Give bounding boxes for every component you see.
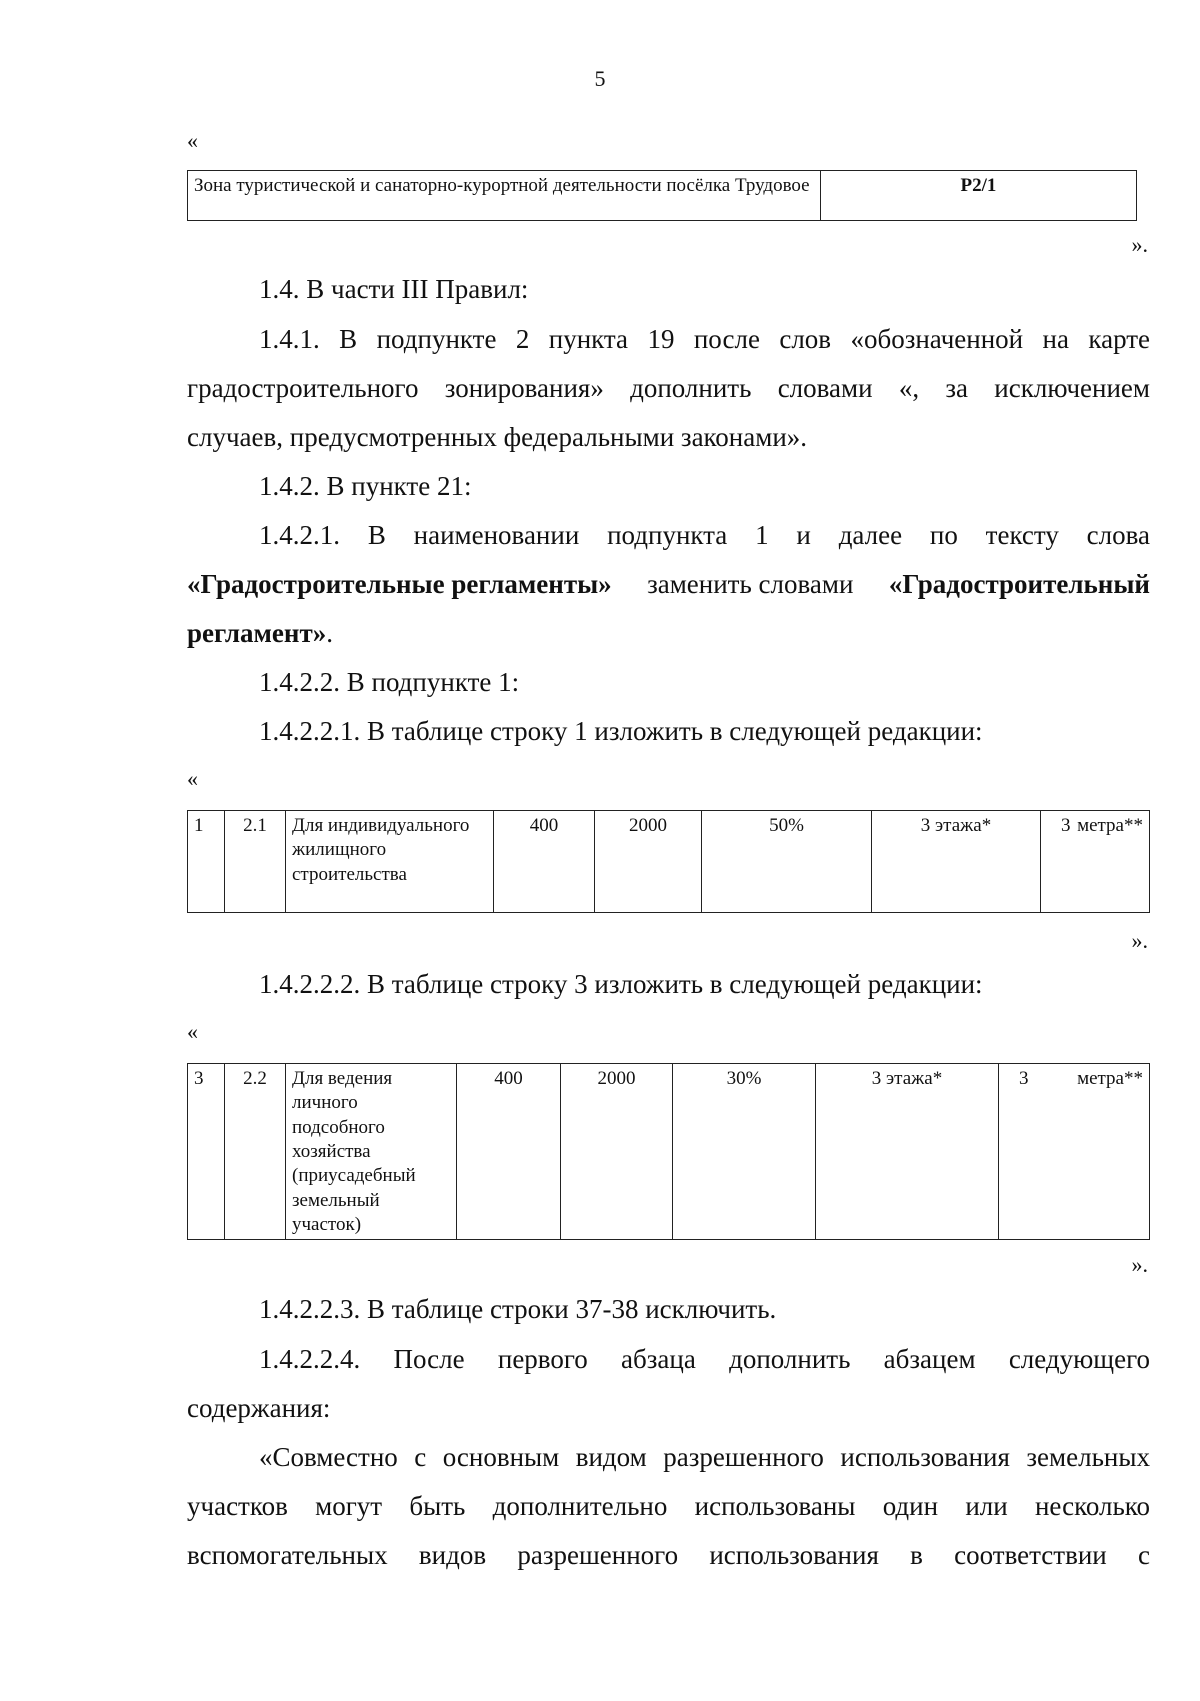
zone-code-cell [821,171,1137,221]
paragraph-1-4-2-2-3: 1.4.2.2.3. В таблице строки 37-38 исключить. [259,1294,777,1324]
use-name-cell: Для индивидуального жилищного строительства [286,811,494,913]
plain-text: заменить словами [640,569,861,599]
max-area-cell: 2000 [595,811,702,913]
quote-close-mark: ». [1131,928,1148,953]
quote-close-mark: ». [1131,232,1148,257]
zone-code: Р2/1 [960,175,997,196]
quote-open-mark: « [187,128,198,153]
paragraph-1-4-2-2-1: 1.4.2.2.1. В таблице строку 1 изложить в следующей редакции: [259,716,983,746]
paragraph-1-4-2-2-2: 1.4.2.2.2. В таблице строку 3 изложить в следующей редакции: [259,969,983,999]
quoted-paragraph-line2: участков могут быть дополнительно использованы один или несколько [187,1491,1150,1521]
row-number: 3 [188,1064,225,1240]
paragraph-1-4-1-line1: 1.4.1. В подпункте 2 пункта 19 после слов «обозначенной на карте [259,324,1150,354]
setback-cell [999,1064,1150,1240]
setback-number: 3 [1061,815,1071,836]
max-area-cell: 2000 [561,1064,673,1240]
zone-name-cell [188,171,821,221]
percent-cell: 50% [702,811,872,913]
percent-cell: 30% [673,1064,816,1240]
code-cell: 2.1 [225,811,286,913]
table-row [188,811,1150,913]
paragraph-1-4-2-2: 1.4.2.2. В подпункте 1: [259,667,520,697]
setback-unit: метра** [1077,1068,1143,1089]
table-row [188,171,1137,221]
quote-open-mark: « [187,766,198,791]
row3-table [187,1063,1150,1240]
zone-table [187,170,1137,221]
quoted-paragraph-line1: «Совместно с основным видом разрешенного использования земельных [259,1442,1150,1472]
floors-cell: 3 этажа* [872,811,1041,913]
min-area-cell: 400 [494,811,595,913]
page-number: 5 [594,66,606,91]
use-name-cell: Для ведения личного подсобного хозяйства (приусадебный земельный участок) [286,1064,457,1240]
paragraph-1-4-1-line3: случаев, предусмотренных федеральными законами». [187,422,808,452]
floors-cell: 3 этажа* [816,1064,999,1240]
paragraph-1-4-2-2-4-line1: 1.4.2.2.4. После первого абзаца дополнить абзацем следующего [259,1344,1150,1374]
sentence-end: . [326,618,333,648]
min-area-cell: 400 [457,1064,561,1240]
paragraph-1-4-2: 1.4.2. В пункте 21: [259,471,472,501]
paragraph-1-4-2-1-line1: 1.4.2.1. В наименовании подпункта 1 и далее по тексту слова [259,520,1150,550]
paragraph-1-4-2-2-4-line2: содержания: [187,1393,331,1423]
bold-term-3: регламент» [187,618,327,648]
table-row [188,1064,1150,1240]
quote-close-mark: ». [1131,1252,1148,1277]
paragraph-1-4: 1.4. В части III Правил: [259,274,529,304]
quote-open-mark: « [187,1019,198,1044]
bold-term-2: «Градостроительный [888,569,1150,599]
setback-cell [1041,811,1150,913]
setback-unit: метра** [1077,815,1143,836]
bold-term-1: «Градостроительные регламенты» [187,569,612,599]
paragraph-1-4-2-1-line2 [187,569,1150,600]
row-number: 1 [188,811,225,913]
paragraph-1-4-2-1-line3 [187,618,333,649]
paragraph-1-4-1-line2: градостроительного зонирования» дополнить словами «, за исключением [187,373,1150,403]
code-cell: 2.2 [225,1064,286,1240]
quoted-paragraph-line3: вспомогательных видов разрешенного использования в соответствии с [187,1540,1150,1570]
row1-table [187,810,1150,913]
setback-number: 3 [1019,1068,1029,1089]
zone-name: Зона туристической и санаторно-курортной деятельности посёлка Трудовое [194,175,810,196]
